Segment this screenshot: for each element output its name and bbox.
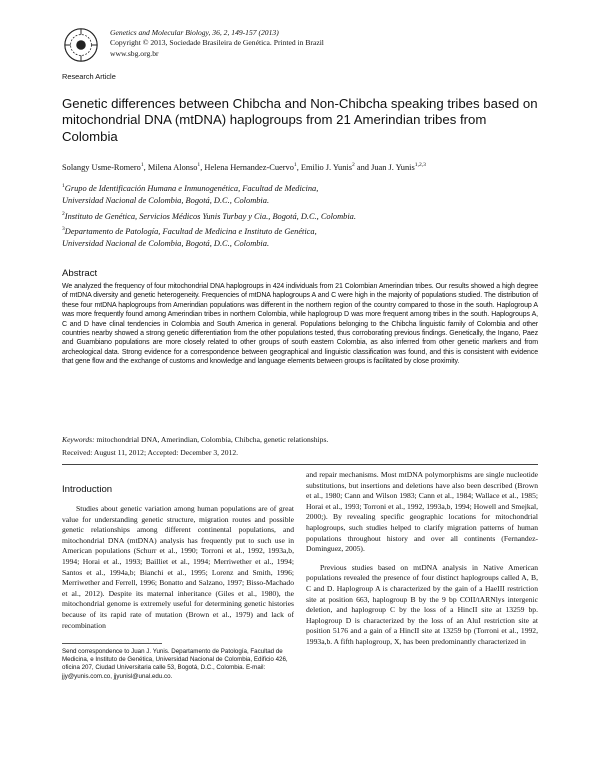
author-name: Helena Hernandez-Cuervo	[204, 162, 294, 172]
footnote-divider	[62, 643, 162, 644]
keywords-text: mitochondrial DNA, Amerindian, Colombia, Chibcha, genetic relationships.	[94, 435, 329, 444]
author-name: Milena Alonso	[147, 162, 198, 172]
journal-header	[110, 28, 324, 59]
author-separator: and	[354, 162, 372, 172]
affiliation-text: Grupo de Identificación Humana e Inmunogenética, Facultad de Medicina,	[64, 183, 319, 193]
author-name: Solangy Usme-Romero	[62, 162, 141, 172]
author-separator: ,	[296, 162, 301, 172]
affiliation-line	[62, 223, 356, 238]
author-name: Emilio J. Yunis	[300, 162, 353, 172]
article-type: Research Article	[62, 72, 116, 81]
author-separator: ,	[200, 162, 205, 172]
affiliation-list	[62, 180, 356, 250]
author-affiliation-mark: 1,2,3	[414, 162, 426, 168]
author-list	[62, 162, 426, 172]
received-dates: Received: August 11, 2012; Accepted: December 3, 2012.	[62, 448, 239, 457]
body-paragraph: Previous studies based on mtDNA analysis in Native American populations revealed the presence of four distinct haplogroups called A, B, C and D. Haplogroup A is characterized by the gain of a HaeIII restriction site at position 663, haplogroup B by the 9 bp COII/tARNlys intergenic deletion, and haplogroup C by the loss of a HincII site at 13259 bp. Haplogroup D is characterized by the loss of an AluI restriction site at position 5176 and a gain of a HincII site at 13259 bp (Torroni et al., 1992, 1993a,b. A fifth haplogroup, X, has been predominantly characterized in	[306, 562, 538, 646]
author-affiliation-mark: 1	[293, 162, 297, 168]
journal-copyright: Copyright © 2013, Sociedade Brasileira de Genética. Printed in Brazil	[110, 38, 324, 48]
author-affiliation-mark: 2	[352, 162, 355, 168]
introduction-heading: Introduction	[62, 484, 113, 495]
author-affiliation-mark: 1	[197, 162, 201, 168]
correspondence-footnote: Send correspondence to Juan J. Yunis. Departamento de Patología, Facultad de Medicina, e Instituto de Genética, Universidad Nacional de Colombia, Edificio 426, oficina 207, Ciudad Universitaria calle 53, Bogotá, D.C., Colombia. E-mail: jjy@yunis.com.co, jjyunisl@unal.edu.co.	[62, 648, 288, 680]
abstract-text: We analyzed the frequency of four mitochondrial DNA haplogroups in 424 individuals from 21 Colombian Amerindian tribes. Our results showed a high degree of mtDNA diversity and genetic heterogeneity. Frequencies of mtDNA haplogroups A and C were high in the majority of populations studied. The distribution of these four mtDNA haplogroups from Amerindian populations was different in the northern region of the country compared to those in the south. Haplogroup A was more frequently found among Amerindian tribes in northern Colombia, while haplogroup D was more frequent among tribes in the south. Haplogroups A, C and D have clinal tendencies in Colombia and South America in general. Populations belonging to the Chibcha linguistic family of Colombia and other countries nearby showed a strong genetic differentiation from the other populations tested, thus corroborating previous findings. Genetically, the Ingano, Paez and Guambiano populations are more closely related to other groups of south eastern Colombia, as also inferred from other genetic markers and from archeological data. Strong evidence for a correspondence between geographical and linguistic classification was found, and this is consistent with evidence that gene flow and the exchange of customs and knowledge and language elements between groups is facilitated by close proximity.	[62, 283, 538, 366]
affiliation-line: Universidad Nacional de Colombia, Bogotá, D.C., Colombia.	[62, 196, 270, 206]
paper-title: Genetic differences between Chibcha and Non-Chibcha speaking tribes based on mitochondrial DNA (mtDNA) haplogroups from 21 Amerindian tribes from Colombia	[62, 96, 538, 144]
journal-citation: Genetics and Molecular Biology, 36, 2, 149-157 (2013)	[110, 28, 279, 37]
body-column-right	[306, 470, 538, 648]
author-affiliation-mark: 1	[140, 162, 144, 168]
section-divider	[62, 464, 538, 465]
affiliation-line	[62, 208, 356, 223]
author-name: Juan J. Yunis	[371, 162, 415, 172]
body-column-left	[62, 504, 294, 631]
affiliation-number: 2	[62, 210, 65, 217]
keywords-label: Keywords:	[62, 435, 95, 444]
journal-url: www.sbg.org.br	[110, 48, 159, 58]
affiliation-text: Departamento de Patología, Facultad de Medicina e Instituto de Genética,	[64, 226, 317, 236]
body-paragraph: Studies about genetic variation among human populations are of great value for understanding genetic structure, migration routes and possible genetic relationships among different continental populations, and mitochondrial DNA (mtDNA) analysis has frequently put to such use in American populations (Schurr et al., 1990; Torroni et al., 1992, 1993a,b, 1994; Horai et al., 1993; Bailliet et al., 1994; Merriwether et al., 1994; Santos et al., 1994a,b; Bianchi et al., 1995; Lorenz and Smith, 1996; Merriwether and Ferrell, 1996; Bonatto and Salzano, 1997; Bisso-Machado et al., 2012). Despite its maternal inheritance (Giles et al., 1980), the mitochondrial genome is extremely useful for determining genetic histories because of its rapid rate of mutation (Brown et al., 1979) and lack of recombination	[62, 504, 294, 630]
affiliation-number: 3	[62, 225, 65, 232]
affiliation-line	[62, 180, 356, 195]
author-separator: ,	[143, 162, 148, 172]
affiliation-text: Instituto de Genética, Servicios Médicos Yunis Turbay y Cia., Bogotá, D.C., Colombia.	[64, 211, 356, 221]
abstract-heading: Abstract	[62, 268, 98, 279]
keywords	[62, 435, 328, 444]
journal-logo-icon	[62, 26, 100, 64]
body-paragraph: and repair mechanisms. Most mtDNA polymorphisms are single nucleotide substitutions, but insertions and deletions have also been described (Brown et al., 1980; Cann and Wilson 1983; Cann et al., 1984; Wallace et al., 1985; Horai et al., 1993; Torroni et al., 1992, 1993a,b, 1994; Howell and Smejkal, 2000;). By revealing specific geographic locations for mitochondrial haplogroups, such studies helped to clarify migration patterns of human populations throughout history and over all continents (Fernandez-Dominguez, 2005).	[306, 470, 538, 554]
affiliation-line: Universidad Nacional de Colombia, Bogotá, D.C., Colombia.	[62, 239, 270, 249]
affiliation-number: 1	[62, 183, 65, 189]
